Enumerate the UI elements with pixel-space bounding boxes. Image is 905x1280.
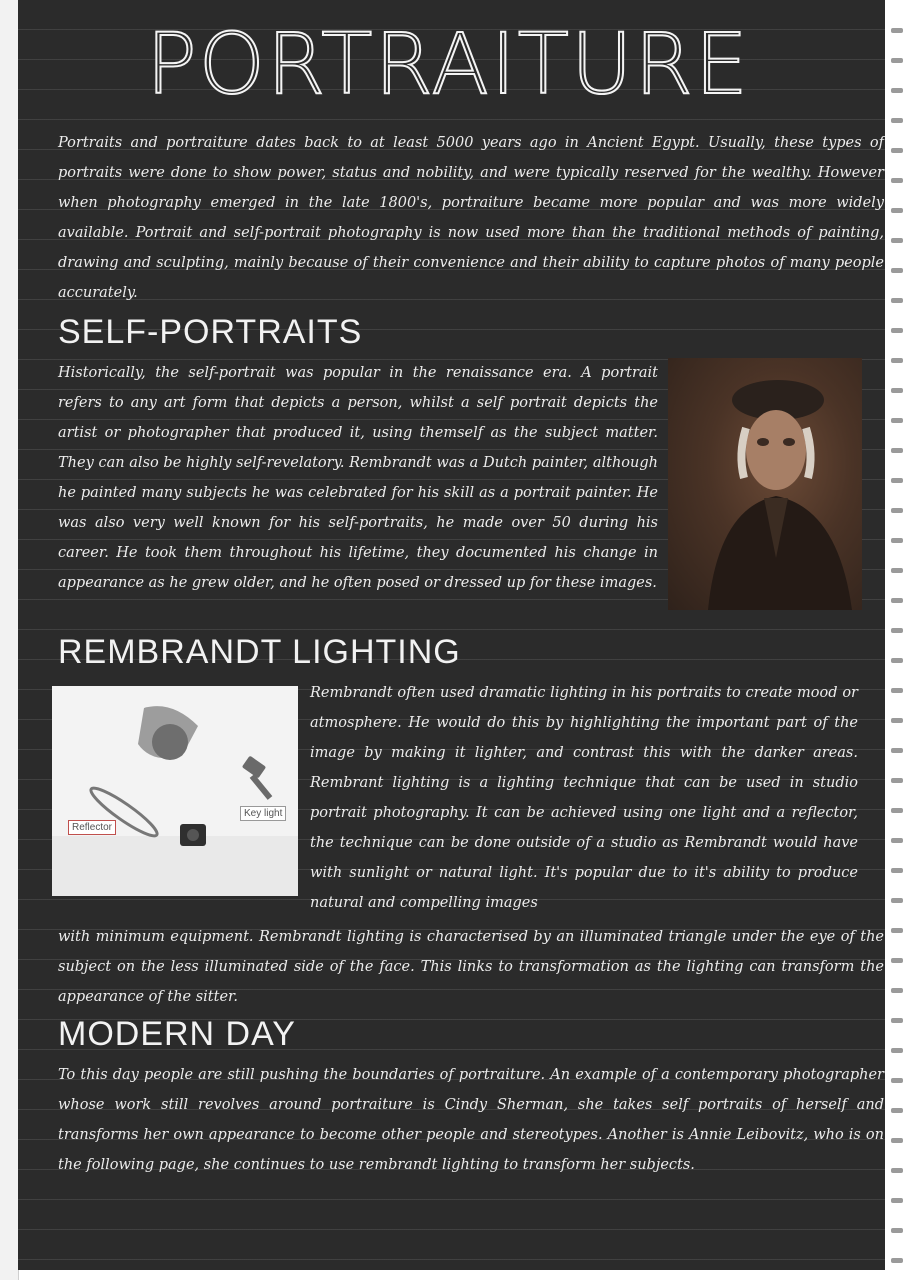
rembrandt-lighting-paragraph-side: Rembrandt often used dramatic lighting in his portraits to create mood or atmosphere. He would do this by highlighting the important part of the image by making it lighter, and contrast this with the darker areas. Rembrant lighting is a lighting technique that can be used in studio portrait photography. It can be achieved using one light and a reflector, the technique can be done outside of a studio as Rembrandt would have with sunlight or natural light. It's popular due to it's ability to produce natural and compelling images bbox=[310, 685, 858, 911]
portrait-painting bbox=[668, 358, 862, 610]
reflector-label: Reflector bbox=[68, 820, 116, 835]
page-title: PORTRAITURE bbox=[146, 15, 750, 113]
modern-day-heading: MODERN DAY bbox=[58, 1015, 296, 1053]
rembrandt-lighting-diagram bbox=[52, 686, 298, 896]
modern-day-paragraph: To this day people are still pushing the boundaries of portraiture. An example of a contemporary photographer whose work still revolves around portraiture is Cindy Sherman, she takes self portraits of herself and transforms her own appearance to become other people and stereotypes. Another is Annie Leibovitz, who is on the following page, she continues to use rembrandt lighting to transform her subjects. bbox=[58, 1067, 884, 1173]
rembrandt-self-portrait-image bbox=[668, 358, 862, 610]
rembrandt-lighting-heading: REMBRANDT LIGHTING bbox=[58, 633, 461, 671]
self-portraits-paragraph: Historically, the self-portrait was popular in the renaissance era. A portrait refers to any art form that depicts a person, whilst a self portrait depicts the artist or photographer that produced it, using themself as the subject matter. They can also be highly self-revelatory. Rembrandt was a Dutch painter, although he painted many subjects he was celebrated for his skill as a portrait painter. He was also very well known for his self-portraits, he made over 50 during his career. He took them throughout his lifetime, they documented his change in appearance as he grew older, and he often posed or dressed up for these images. bbox=[58, 365, 658, 591]
self-portraits-heading: SELF-PORTRAITS bbox=[58, 313, 363, 351]
sketchbook-page bbox=[18, 0, 885, 1270]
spiral-binding bbox=[885, 0, 905, 1280]
page-edge bbox=[0, 0, 19, 1280]
key-light-label: Key light bbox=[240, 806, 286, 821]
lighting-setup-illustration bbox=[52, 686, 298, 896]
rembrandt-lighting-paragraph-continued: with minimum equipment. Rembrandt lighting is characterised by an illuminated triangle under the eye of the subject on the less illuminated side of the face. This links to transformation as the lighting can transform the appearance of the sitter. bbox=[58, 929, 884, 1005]
intro-paragraph: Portraits and portraiture dates back to at least 5000 years ago in Ancient Egypt. Usually, these types of portraits were done to show power, status and nobility, and were typically reserved for the wealthy. However when photography emerged in the late 1800's, portraiture became more popular and was more widely available. Portrait and self-portrait photography is now used more than the traditional methods of painting, drawing and sculpting, mainly because of their convenience and their ability to capture photos of many people accurately. bbox=[58, 135, 884, 301]
